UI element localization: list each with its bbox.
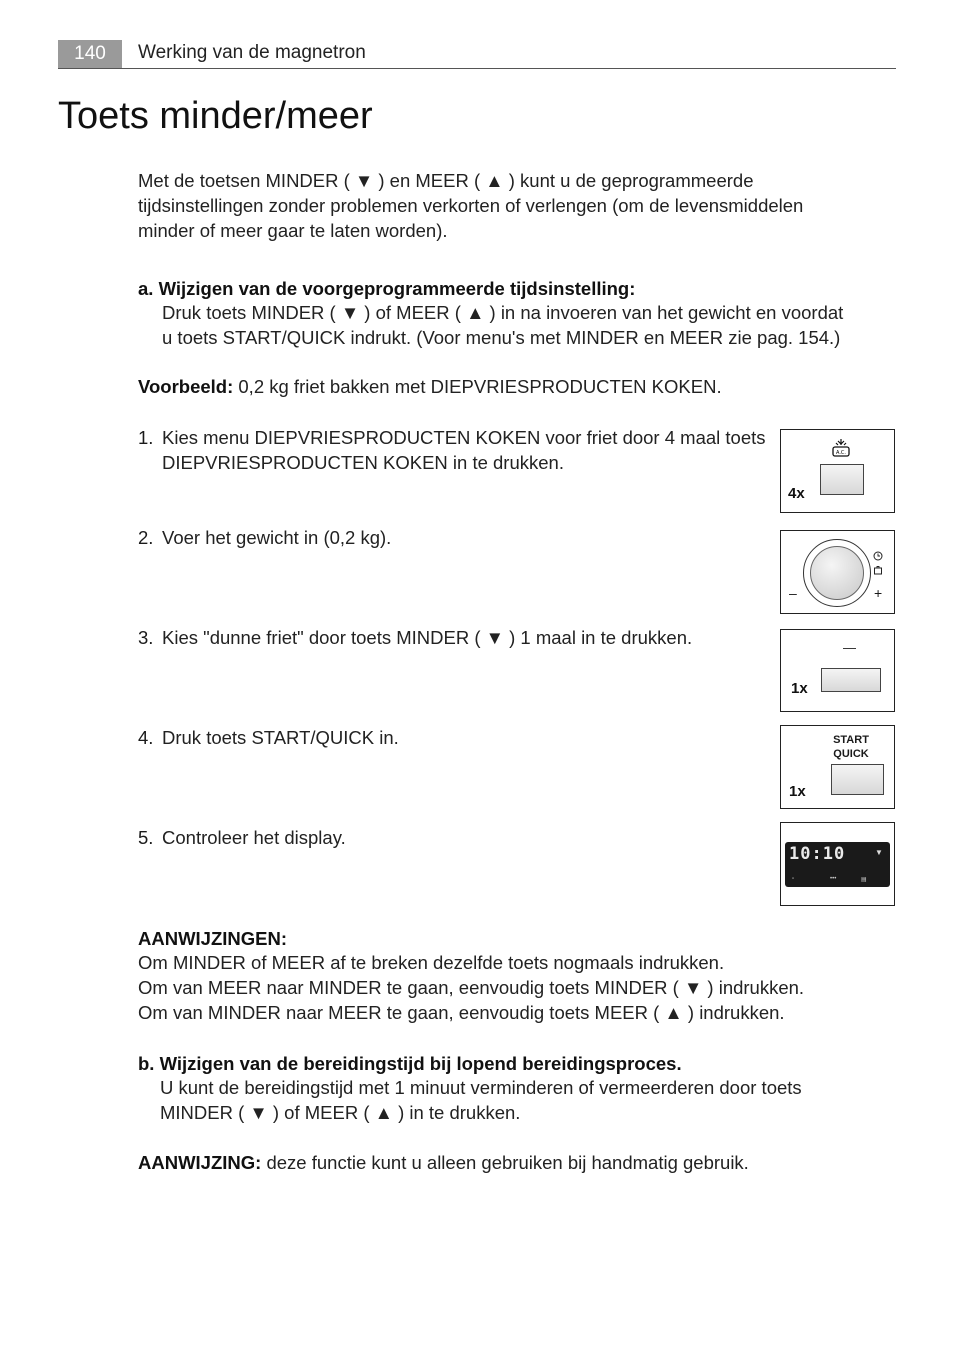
notes-heading: AANWIJZINGEN: <box>138 928 288 949</box>
minus-label: – <box>789 585 797 601</box>
panel-weight-dial <box>780 530 895 614</box>
fan-icon: ▼ <box>875 848 883 857</box>
dots-indicator-icon: ••• <box>830 876 837 882</box>
minus-symbol: — <box>843 640 856 655</box>
step-number: 2. <box>138 527 154 548</box>
step-1-line-1: Kies menu DIEPVRIESPRODUCTEN KOKEN voor friet door 4 maal toets <box>162 427 766 448</box>
section-a-heading: a. Wijzigen van de voorgeprogrammeerde tijdsinstelling: <box>138 278 636 299</box>
panel-minder-button <box>780 629 895 712</box>
page-number: 140 <box>58 40 122 68</box>
section-b-line-2: MINDER ( ▼ ) of MEER ( ▲ ) in te drukken. <box>160 1102 521 1123</box>
final-note-label: AANWIJZING: <box>138 1152 262 1173</box>
header-divider <box>58 68 896 69</box>
step-1-line-2: DIEPVRIESPRODUCTEN KOKEN in te drukken. <box>162 452 564 473</box>
step-number: 1. <box>138 427 154 448</box>
final-note <box>138 1150 749 1175</box>
intro-line-3: minder of meer gaar te laten worden). <box>138 220 448 241</box>
press-count: 4x <box>788 485 805 502</box>
step-number: 5. <box>138 827 154 848</box>
example <box>138 374 722 399</box>
frozen-food-button[interactable] <box>820 464 864 495</box>
minder-button[interactable] <box>821 668 881 692</box>
header-section-title: Werking van de magnetron <box>138 42 366 63</box>
snowflake-pan-icon <box>831 438 851 463</box>
notes-line-1: Om MINDER of MEER af te breken dezelfde toets nogmaals indrukken. <box>138 952 725 973</box>
section-b-line-1: U kunt de bereidingstijd met 1 minuut verminderen of vermeerderen door toets <box>160 1077 802 1098</box>
panel-display <box>780 822 895 906</box>
section-a-line-1: Druk toets MINDER ( ▼ ) of MEER ( ▲ ) in na invoeren van het gewicht en voordat <box>162 302 844 323</box>
notes-line-3: Om van MINDER naar MEER te gaan, eenvoudig toets MEER ( ▲ ) indrukken. <box>138 1002 785 1023</box>
grill-indicator-icon: ▤ <box>861 877 867 883</box>
start-label: START <box>833 734 869 746</box>
step-number: 4. <box>138 727 154 748</box>
panel-start-quick-button <box>780 725 895 809</box>
press-count: 1x <box>789 783 806 800</box>
intro-line-1: Met de toetsen MINDER ( ▼ ) en MEER ( ▲ ) kunt u de geprogrammeerde <box>138 170 754 191</box>
intro-line-2: tijdsinstellingen zonder problemen verkorten of verlengen (om de levensmiddelen <box>138 195 804 216</box>
pan-indicator-icon: ▫ <box>792 876 795 882</box>
notes-line-2: Om van MEER naar MINDER te gaan, eenvoudig toets MINDER ( ▼ ) indrukken. <box>138 977 805 998</box>
panel-frozen-food-button <box>780 429 895 513</box>
quick-label: QUICK <box>833 748 869 760</box>
display-time: 10:10 <box>789 844 846 864</box>
step-4-line-1: Druk toets START/QUICK in. <box>162 727 399 748</box>
example-label: Voorbeeld: <box>138 376 234 397</box>
page-title: Toets minder/meer <box>58 95 373 137</box>
start-quick-button[interactable] <box>831 764 884 795</box>
step-3-line-1: Kies "dunne friet" door toets MINDER ( ▼ ) 1 maal in te drukken. <box>162 627 693 648</box>
weight-dial-knob[interactable] <box>810 546 864 600</box>
press-count: 1x <box>791 680 808 697</box>
final-note-text: deze functie kunt u alleen gebruiken bij handmatig gebruik. <box>261 1152 749 1173</box>
plus-label: + <box>874 585 883 601</box>
section-b-heading: b. Wijzigen van de bereidingstijd bij lopend bereidingsproces. <box>138 1053 682 1074</box>
step-number: 3. <box>138 627 154 648</box>
step-5-line-1: Controleer het display. <box>162 827 346 848</box>
section-a-line-2: u toets START/QUICK indrukt. (Voor menu's met MINDER en MEER zie pag. 154.) <box>162 327 841 348</box>
step-2-line-1: Voer het gewicht in (0,2 kg). <box>162 527 392 548</box>
svg-text:A.C.: A.C. <box>835 450 847 456</box>
weight-icon <box>873 562 883 580</box>
lcd-display <box>785 842 890 887</box>
example-text: 0,2 kg friet bakken met DIEPVRIESPRODUCTEN KOKEN. <box>233 376 722 397</box>
